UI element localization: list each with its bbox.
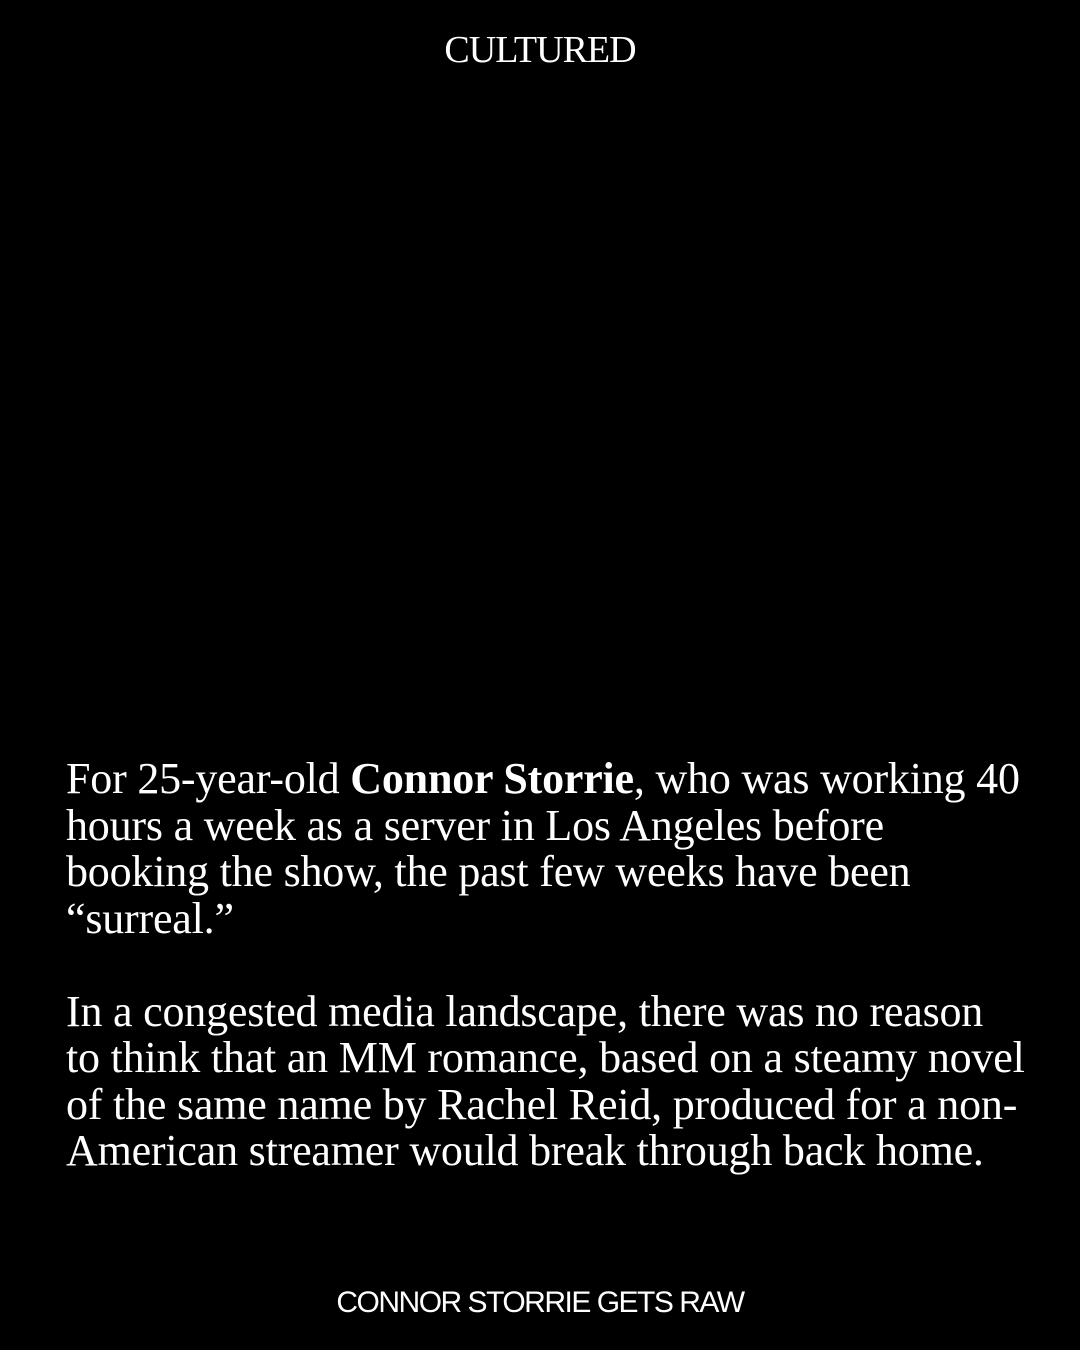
footer-caption: CONNOR STORRIE GETS RAW xyxy=(336,1286,744,1319)
subject-name: Connor Storrie xyxy=(350,754,634,803)
article-paragraph-2: In a congested media landscape, there was no reason to think that an MM romance, based on a steamy novel of the same name by Rachel Reid, produced for a non-American streamer would break through back home. xyxy=(66,986,1025,1175)
paragraph-1-rest: , who was working 40 hours a week as a server in Los Angeles before booking the show, the past few weeks have been “surreal.” xyxy=(66,754,1020,943)
paragraph-1-intro: For 25-year-old xyxy=(66,754,351,803)
brand-logo: CULTURED xyxy=(444,29,636,71)
article-body xyxy=(66,756,1026,1175)
article-paragraph-1 xyxy=(66,756,1026,942)
